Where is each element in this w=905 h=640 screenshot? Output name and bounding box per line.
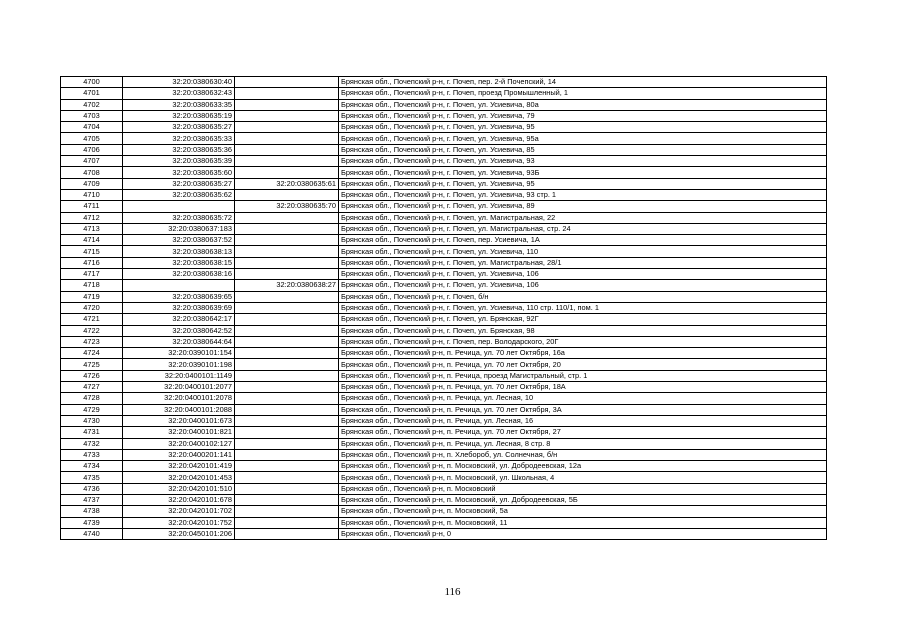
building-cadastral-number-cell bbox=[235, 257, 339, 268]
address-cell: Брянская обл., Почепский р-н, г. Почеп, пер. 2-й Почепский, 14 bbox=[339, 77, 827, 88]
address-cell: Брянская обл., Почепский р-н, г. Почеп, ул. Брянская, 92Г bbox=[339, 314, 827, 325]
row-number-cell: 4711 bbox=[61, 201, 123, 212]
address-cell: Брянская обл., Почепский р-н, 0 bbox=[339, 528, 827, 539]
address-cell: Брянская обл., Почепский р-н, г. Почеп, ул. Усиевича, 93Б bbox=[339, 167, 827, 178]
table-row bbox=[61, 415, 827, 426]
address-cell: Брянская обл., Почепский р-н, п. Московский bbox=[339, 483, 827, 494]
table-row bbox=[61, 302, 827, 313]
row-number-cell: 4725 bbox=[61, 359, 123, 370]
table-row bbox=[61, 449, 827, 460]
building-cadastral-number-cell bbox=[235, 167, 339, 178]
building-cadastral-number-cell bbox=[235, 156, 339, 167]
cadastral-number-cell: 32:20:0420101:702 bbox=[123, 506, 235, 517]
address-cell: Брянская обл., Почепский р-н, г. Почеп, ул. Магистральная, 28/1 bbox=[339, 257, 827, 268]
table-row bbox=[61, 483, 827, 494]
building-cadastral-number-cell bbox=[235, 291, 339, 302]
address-cell: Брянская обл., Почепский р-н, п. Речица, ул. 70 лет Октября, 16а bbox=[339, 348, 827, 359]
cadastral-number-cell: 32:20:0380635:27 bbox=[123, 122, 235, 133]
row-number-cell: 4737 bbox=[61, 494, 123, 505]
table-row bbox=[61, 122, 827, 133]
table-row bbox=[61, 178, 827, 189]
building-cadastral-number-cell bbox=[235, 314, 339, 325]
cadastral-number-cell: 32:20:0420101:752 bbox=[123, 517, 235, 528]
cadastral-number-cell: 32:20:0400101:821 bbox=[123, 427, 235, 438]
table-row bbox=[61, 280, 827, 291]
table-row bbox=[61, 359, 827, 370]
row-number-cell: 4735 bbox=[61, 472, 123, 483]
building-cadastral-number-cell bbox=[235, 212, 339, 223]
address-cell: Брянская обл., Почепский р-н, г. Почеп, ул. Усиевича, 93 стр. 1 bbox=[339, 189, 827, 200]
building-cadastral-number-cell bbox=[235, 99, 339, 110]
address-cell: Брянская обл., Почепский р-н, г. Почеп, ул. Брянская, 98 bbox=[339, 325, 827, 336]
cadastral-number-cell: 32:20:0390101:154 bbox=[123, 348, 235, 359]
address-cell: Брянская обл., Почепский р-н, г. Почеп, ул. Усиевича, 93 bbox=[339, 156, 827, 167]
row-number-cell: 4704 bbox=[61, 122, 123, 133]
address-cell: Брянская обл., Почепский р-н, г. Почеп, ул. Усиевича, 110 bbox=[339, 246, 827, 257]
table-row bbox=[61, 506, 827, 517]
property-register-table bbox=[60, 76, 827, 540]
row-number-cell: 4739 bbox=[61, 517, 123, 528]
cadastral-number-cell: 32:20:0420101:419 bbox=[123, 461, 235, 472]
building-cadastral-number-cell bbox=[235, 302, 339, 313]
address-cell: Брянская обл., Почепский р-н, п. Речица, проезд Магистральный, стр. 1 bbox=[339, 370, 827, 381]
building-cadastral-number-cell bbox=[235, 415, 339, 426]
address-cell: Брянская обл., Почепский р-н, п. Московский, ул. Добродеевская, 12а bbox=[339, 461, 827, 472]
building-cadastral-number-cell: 32:20:0380635:61 bbox=[235, 178, 339, 189]
table-row bbox=[61, 382, 827, 393]
address-cell: Брянская обл., Почепский р-н, г. Почеп, ул. Усиевича, 110 стр. 110/1, пом. 1 bbox=[339, 302, 827, 313]
row-number-cell: 4707 bbox=[61, 156, 123, 167]
address-cell: Брянская обл., Почепский р-н, г. Почеп, ул. Магистральная, 22 bbox=[339, 212, 827, 223]
building-cadastral-number-cell bbox=[235, 370, 339, 381]
row-number-cell: 4733 bbox=[61, 449, 123, 460]
row-number-cell: 4734 bbox=[61, 461, 123, 472]
cadastral-number-cell bbox=[123, 280, 235, 291]
address-cell: Брянская обл., Почепский р-н, г. Почеп, ул. Усиевича, 106 bbox=[339, 269, 827, 280]
table-row bbox=[61, 110, 827, 121]
building-cadastral-number-cell bbox=[235, 449, 339, 460]
row-number-cell: 4720 bbox=[61, 302, 123, 313]
cadastral-number-cell: 32:20:0380635:60 bbox=[123, 167, 235, 178]
building-cadastral-number-cell bbox=[235, 325, 339, 336]
cadastral-number-cell: 32:20:0420101:510 bbox=[123, 483, 235, 494]
table-row bbox=[61, 77, 827, 88]
table-row bbox=[61, 528, 827, 539]
row-number-cell: 4727 bbox=[61, 382, 123, 393]
cadastral-number-cell: 32:20:0400101:673 bbox=[123, 415, 235, 426]
cadastral-number-cell: 32:20:0380635:36 bbox=[123, 144, 235, 155]
row-number-cell: 4709 bbox=[61, 178, 123, 189]
cadastral-number-cell: 32:20:0380644:64 bbox=[123, 336, 235, 347]
cadastral-number-cell: 32:20:0380637:52 bbox=[123, 235, 235, 246]
address-cell: Брянская обл., Почепский р-н, г. Почеп, ул. Магистральная, стр. 24 bbox=[339, 223, 827, 234]
address-cell: Брянская обл., Почепский р-н, г. Почеп, ул. Усиевича, 95 bbox=[339, 178, 827, 189]
table-row bbox=[61, 88, 827, 99]
building-cadastral-number-cell bbox=[235, 438, 339, 449]
row-number-cell: 4724 bbox=[61, 348, 123, 359]
building-cadastral-number-cell bbox=[235, 517, 339, 528]
row-number-cell: 4731 bbox=[61, 427, 123, 438]
row-number-cell: 4738 bbox=[61, 506, 123, 517]
table-row bbox=[61, 201, 827, 212]
row-number-cell: 4700 bbox=[61, 77, 123, 88]
page-number: 116 bbox=[444, 586, 461, 598]
address-cell: Брянская обл., Почепский р-н, г. Почеп, б/н bbox=[339, 291, 827, 302]
cadastral-number-cell: 32:20:0400101:1149 bbox=[123, 370, 235, 381]
row-number-cell: 4732 bbox=[61, 438, 123, 449]
cadastral-number-cell: 32:20:0380635:72 bbox=[123, 212, 235, 223]
table-row bbox=[61, 269, 827, 280]
row-number-cell: 4715 bbox=[61, 246, 123, 257]
cadastral-number-cell: 32:20:0380638:16 bbox=[123, 269, 235, 280]
row-number-cell: 4729 bbox=[61, 404, 123, 415]
table-row bbox=[61, 189, 827, 200]
cadastral-number-cell bbox=[123, 201, 235, 212]
building-cadastral-number-cell bbox=[235, 404, 339, 415]
table-row bbox=[61, 427, 827, 438]
building-cadastral-number-cell bbox=[235, 382, 339, 393]
table-row bbox=[61, 291, 827, 302]
table-body bbox=[61, 77, 827, 540]
address-cell: Брянская обл., Почепский р-н, г. Почеп, пер. Усиевича, 1А bbox=[339, 235, 827, 246]
building-cadastral-number-cell bbox=[235, 461, 339, 472]
table-row bbox=[61, 461, 827, 472]
address-cell: Брянская обл., Почепский р-н, г. Почеп, проезд Промышленный, 1 bbox=[339, 88, 827, 99]
table-row bbox=[61, 348, 827, 359]
cadastral-number-cell: 32:20:0380637:183 bbox=[123, 223, 235, 234]
building-cadastral-number-cell bbox=[235, 144, 339, 155]
building-cadastral-number-cell bbox=[235, 88, 339, 99]
row-number-cell: 4740 bbox=[61, 528, 123, 539]
building-cadastral-number-cell bbox=[235, 393, 339, 404]
cadastral-number-cell: 32:20:0380638:15 bbox=[123, 257, 235, 268]
building-cadastral-number-cell bbox=[235, 133, 339, 144]
building-cadastral-number-cell bbox=[235, 269, 339, 280]
row-number-cell: 4716 bbox=[61, 257, 123, 268]
row-number-cell: 4723 bbox=[61, 336, 123, 347]
row-number-cell: 4730 bbox=[61, 415, 123, 426]
building-cadastral-number-cell bbox=[235, 528, 339, 539]
address-cell: Брянская обл., Почепский р-н, п. Речица, ул. 70 лет Октября, 18А bbox=[339, 382, 827, 393]
cadastral-number-cell: 32:20:0380635:27 bbox=[123, 178, 235, 189]
cadastral-number-cell: 32:20:0380635:62 bbox=[123, 189, 235, 200]
cadastral-number-cell: 32:20:0450101:206 bbox=[123, 528, 235, 539]
table-row bbox=[61, 370, 827, 381]
cadastral-number-cell: 32:20:0390101:198 bbox=[123, 359, 235, 370]
cadastral-number-cell: 32:20:0380638:13 bbox=[123, 246, 235, 257]
row-number-cell: 4713 bbox=[61, 223, 123, 234]
address-cell: Брянская обл., Почепский р-н, г. Почеп, ул. Усиевича, 79 bbox=[339, 110, 827, 121]
address-cell: Брянская обл., Почепский р-н, п. Речица, ул. Лесная, 16 bbox=[339, 415, 827, 426]
cadastral-number-cell: 32:20:0380632:43 bbox=[123, 88, 235, 99]
address-cell: Брянская обл., Почепский р-н, п. Московский, 5а bbox=[339, 506, 827, 517]
cadastral-number-cell: 32:20:0420101:453 bbox=[123, 472, 235, 483]
row-number-cell: 4702 bbox=[61, 99, 123, 110]
table-row bbox=[61, 167, 827, 178]
building-cadastral-number-cell bbox=[235, 336, 339, 347]
address-cell: Брянская обл., Почепский р-н, г. Почеп, ул. Усиевича, 95а bbox=[339, 133, 827, 144]
table-row bbox=[61, 325, 827, 336]
row-number-cell: 4712 bbox=[61, 212, 123, 223]
row-number-cell: 4710 bbox=[61, 189, 123, 200]
row-number-cell: 4706 bbox=[61, 144, 123, 155]
row-number-cell: 4701 bbox=[61, 88, 123, 99]
cadastral-number-cell: 32:20:0380639:65 bbox=[123, 291, 235, 302]
address-cell: Брянская обл., Почепский р-н, п. Московский, 11 bbox=[339, 517, 827, 528]
table-row bbox=[61, 212, 827, 223]
address-cell: Брянская обл., Почепский р-н, п. Московский, ул. Школьная, 4 bbox=[339, 472, 827, 483]
building-cadastral-number-cell bbox=[235, 110, 339, 121]
address-cell: Брянская обл., Почепский р-н, г. Почеп, пер. Володарского, 20Г bbox=[339, 336, 827, 347]
table-row bbox=[61, 223, 827, 234]
row-number-cell: 4718 bbox=[61, 280, 123, 291]
table-row bbox=[61, 235, 827, 246]
building-cadastral-number-cell bbox=[235, 348, 339, 359]
table-row bbox=[61, 156, 827, 167]
row-number-cell: 4708 bbox=[61, 167, 123, 178]
address-cell: Брянская обл., Почепский р-н, п. Хлебороб, ул. Солнечная, б/н bbox=[339, 449, 827, 460]
table-row bbox=[61, 257, 827, 268]
building-cadastral-number-cell bbox=[235, 494, 339, 505]
building-cadastral-number-cell: 32:20:0380635:70 bbox=[235, 201, 339, 212]
table-row bbox=[61, 438, 827, 449]
address-cell: Брянская обл., Почепский р-н, п. Речица, ул. 70 лет Октября, 20 bbox=[339, 359, 827, 370]
row-number-cell: 4717 bbox=[61, 269, 123, 280]
building-cadastral-number-cell bbox=[235, 427, 339, 438]
cadastral-number-cell: 32:20:0380630:40 bbox=[123, 77, 235, 88]
row-number-cell: 4728 bbox=[61, 393, 123, 404]
address-cell: Брянская обл., Почепский р-н, г. Почеп, ул. Усиевича, 95 bbox=[339, 122, 827, 133]
cadastral-number-cell: 32:20:0380639:69 bbox=[123, 302, 235, 313]
building-cadastral-number-cell bbox=[235, 483, 339, 494]
cadastral-number-cell: 32:20:0380642:52 bbox=[123, 325, 235, 336]
cadastral-number-cell: 32:20:0380635:19 bbox=[123, 110, 235, 121]
address-cell: Брянская обл., Почепский р-н, п. Речица, ул. 70 лет Октября, 27 bbox=[339, 427, 827, 438]
cadastral-number-cell: 32:20:0400101:2077 bbox=[123, 382, 235, 393]
cadastral-number-cell: 32:20:0380633:35 bbox=[123, 99, 235, 110]
address-cell: Брянская обл., Почепский р-н, п. Речица, ул. 70 лет Октября, 3А bbox=[339, 404, 827, 415]
row-number-cell: 4705 bbox=[61, 133, 123, 144]
cadastral-number-cell: 32:20:0380642:17 bbox=[123, 314, 235, 325]
building-cadastral-number-cell bbox=[235, 77, 339, 88]
building-cadastral-number-cell bbox=[235, 223, 339, 234]
table-row bbox=[61, 99, 827, 110]
row-number-cell: 4703 bbox=[61, 110, 123, 121]
address-cell: Брянская обл., Почепский р-н, п. Речица, ул. Лесная, 10 bbox=[339, 393, 827, 404]
cadastral-number-cell: 32:20:0400102:127 bbox=[123, 438, 235, 449]
address-cell: Брянская обл., Почепский р-н, г. Почеп, ул. Усиевича, 89 bbox=[339, 201, 827, 212]
table-row bbox=[61, 144, 827, 155]
address-cell: Брянская обл., Почепский р-н, п. Московский, ул. Добродеевская, 5Б bbox=[339, 494, 827, 505]
address-cell: Брянская обл., Почепский р-н, г. Почеп, ул. Усиевича, 85 bbox=[339, 144, 827, 155]
building-cadastral-number-cell: 32:20:0380638:27 bbox=[235, 280, 339, 291]
building-cadastral-number-cell bbox=[235, 189, 339, 200]
address-cell: Брянская обл., Почепский р-н, г. Почеп, ул. Усиевича, 80а bbox=[339, 99, 827, 110]
row-number-cell: 4736 bbox=[61, 483, 123, 494]
table-row bbox=[61, 393, 827, 404]
building-cadastral-number-cell bbox=[235, 359, 339, 370]
row-number-cell: 4722 bbox=[61, 325, 123, 336]
table-row bbox=[61, 133, 827, 144]
building-cadastral-number-cell bbox=[235, 235, 339, 246]
building-cadastral-number-cell bbox=[235, 506, 339, 517]
table-row bbox=[61, 404, 827, 415]
table-row bbox=[61, 517, 827, 528]
building-cadastral-number-cell bbox=[235, 122, 339, 133]
row-number-cell: 4719 bbox=[61, 291, 123, 302]
table-row bbox=[61, 494, 827, 505]
cadastral-number-cell: 32:20:0400201:141 bbox=[123, 449, 235, 460]
row-number-cell: 4726 bbox=[61, 370, 123, 381]
building-cadastral-number-cell bbox=[235, 472, 339, 483]
row-number-cell: 4721 bbox=[61, 314, 123, 325]
table-row bbox=[61, 314, 827, 325]
table-row bbox=[61, 246, 827, 257]
table-row bbox=[61, 336, 827, 347]
building-cadastral-number-cell bbox=[235, 246, 339, 257]
address-cell: Брянская обл., Почепский р-н, г. Почеп, ул. Усиевича, 106 bbox=[339, 280, 827, 291]
cadastral-number-cell: 32:20:0420101:678 bbox=[123, 494, 235, 505]
cadastral-number-cell: 32:20:0400101:2088 bbox=[123, 404, 235, 415]
cadastral-number-cell: 32:20:0380635:39 bbox=[123, 156, 235, 167]
cadastral-number-cell: 32:20:0400101:2078 bbox=[123, 393, 235, 404]
row-number-cell: 4714 bbox=[61, 235, 123, 246]
cadastral-number-cell: 32:20:0380635:33 bbox=[123, 133, 235, 144]
address-cell: Брянская обл., Почепский р-н, п. Речица, ул. Лесная, 8 стр. 8 bbox=[339, 438, 827, 449]
table-row bbox=[61, 472, 827, 483]
